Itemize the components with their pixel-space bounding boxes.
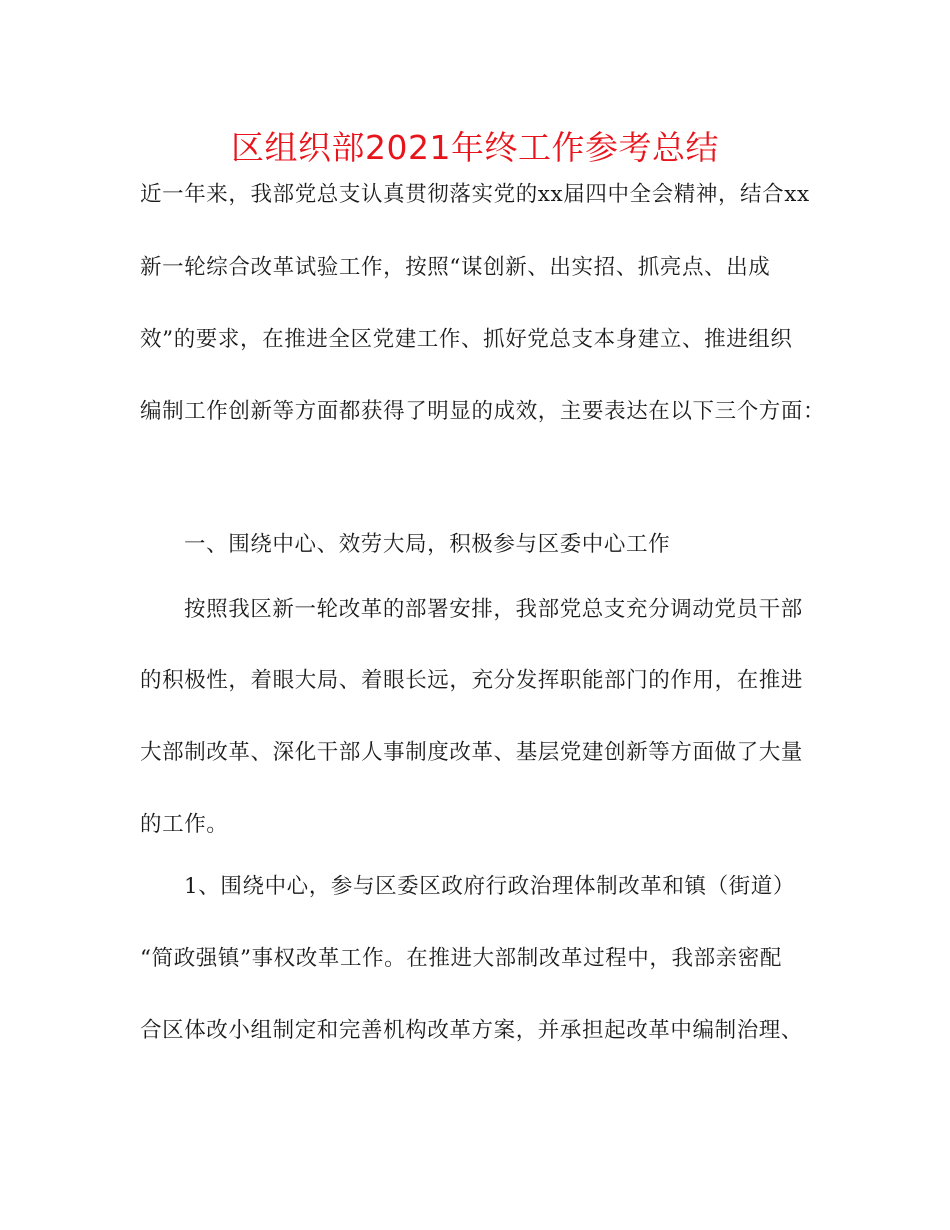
document-title: 区组织部2021年终工作参考总结	[231, 128, 719, 167]
paragraph-line: 1、围绕中心，参与区委区政府行政治理体制改革和镇（街道）	[184, 874, 795, 899]
paragraph-line: 效”的要求，在推进全区党建工作、抓好党总支本身建立、推进组织	[140, 327, 793, 352]
paragraph-line: 的积极性，着眼大局、着眼长远，充分发挥职能部门的作用，在推进	[140, 668, 804, 693]
paragraph-line: “简政强镇”事权改革工作。在推进大部制改革过程中，我部亲密配	[140, 946, 782, 971]
section-heading: 一、围绕中心、效劳大局，积极参与区委中心工作	[184, 532, 671, 557]
paragraph-line: 新一轮综合改革试验工作，按照“谋创新、出实招、抓亮点、出成	[140, 255, 771, 280]
paragraph-line: 编制工作创新等方面都获得了明显的成效，主要表达在以下三个方面：	[140, 399, 826, 424]
paragraph-line: 按照我区新一轮改革的部署安排，我部党总支充分调动党员干部	[184, 597, 803, 622]
paragraph-line: 合区体改小组制定和完善机构改革方案，并承担起改革中编制治理、	[140, 1018, 804, 1043]
paragraph-line: 的工作。	[140, 812, 229, 837]
paragraph-line: 大部制改革、深化干部人事制度改革、基层党建创新等方面做了大量	[140, 740, 804, 765]
paragraph-line: 近一年来，我部党总支认真贯彻落实党的xx届四中全会精神，结合xx	[140, 182, 810, 207]
